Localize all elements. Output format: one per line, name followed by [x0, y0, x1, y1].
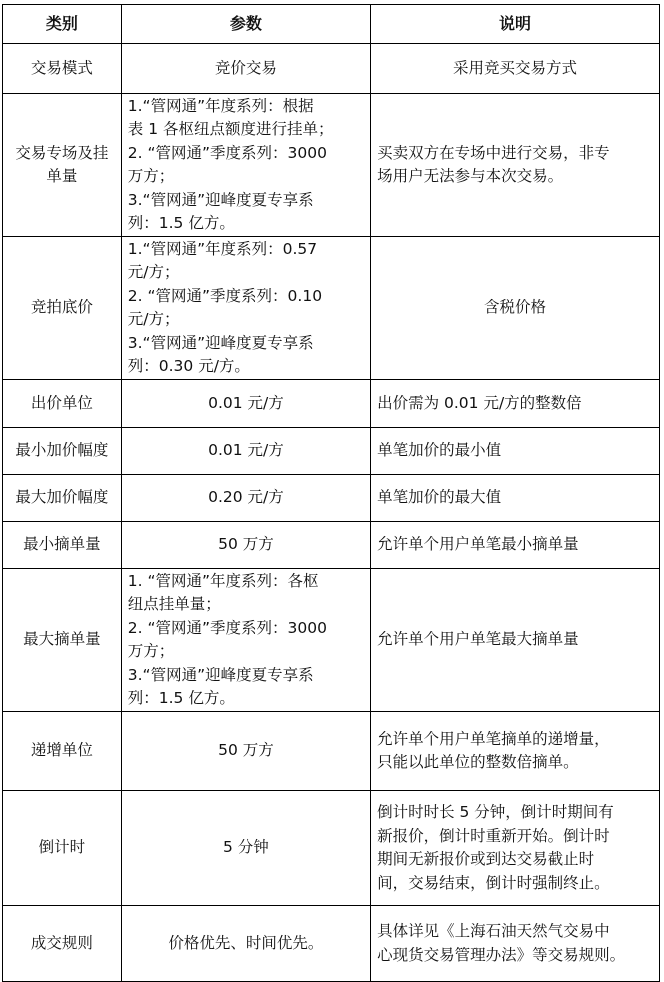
params-cell: 1.“管网通”年度系列：0.57 元/方； 2. “管网通”季度系列：0.10 元/方； 3.“管网通”迎峰度夏专享系 列：0.30 元/方。: [121, 237, 370, 380]
header-params: 参数: [121, 5, 370, 44]
description-cell: 采用竞买交易方式: [371, 44, 660, 94]
category-cell: 最大加价幅度: [3, 475, 122, 522]
description-cell: 含税价格: [371, 237, 660, 380]
params-cell: 0.01 元/方: [121, 428, 370, 475]
category-cell: 交易专场及挂单量: [3, 94, 122, 237]
params-cell: 50 万方: [121, 522, 370, 569]
params-cell: 1.“管网通”年度系列：根据 表 1 各枢纽点额度进行挂单； 2. “管网通”季度系列：3000 万方； 3.“管网通”迎峰度夏专享系 列：1.5 亿方。: [121, 94, 370, 237]
table-row: [3, 94, 660, 237]
table-row: [3, 428, 660, 475]
category-cell: 递增单位: [3, 712, 122, 791]
table-row: [3, 906, 660, 982]
description-cell: 允许单个用户单笔最大摘单量: [371, 569, 660, 712]
description-cell: 允许单个用户单笔摘单的递增量， 只能以此单位的整数倍摘单。: [371, 712, 660, 791]
header-category: 类别: [3, 5, 122, 44]
table-row: [3, 44, 660, 94]
table-row: [3, 791, 660, 906]
category-cell: 最大摘单量: [3, 569, 122, 712]
header-row: [3, 5, 660, 44]
table-row: [3, 712, 660, 791]
params-cell: 竞价交易: [121, 44, 370, 94]
table-row: [3, 475, 660, 522]
description-cell: 具体详见《上海石油天然气交易中 心现货交易管理办法》等交易规则。: [371, 906, 660, 982]
params-cell: 0.01 元/方: [121, 380, 370, 428]
table-row: [3, 522, 660, 569]
params-cell: 1. “管网通”年度系列：各枢 纽点挂单量； 2. “管网通”季度系列：3000 万方； 3.“管网通”迎峰度夏专享系 列：1.5 亿方。: [121, 569, 370, 712]
category-cell: 竞拍底价: [3, 237, 122, 380]
params-cell: 5 分钟: [121, 791, 370, 906]
description-cell: 允许单个用户单笔最小摘单量: [371, 522, 660, 569]
description-cell: 出价需为 0.01 元/方的整数倍: [371, 380, 660, 428]
table-row: [3, 237, 660, 380]
category-cell: 最小摘单量: [3, 522, 122, 569]
description-cell: 买卖双方在专场中进行交易，非专 场用户无法参与本次交易。: [371, 94, 660, 237]
params-cell: 价格优先、时间优先。: [121, 906, 370, 982]
category-cell: 交易模式: [3, 44, 122, 94]
trading-rules-table: [2, 4, 660, 982]
category-cell: 成交规则: [3, 906, 122, 982]
description-cell: 单笔加价的最大值: [371, 475, 660, 522]
params-cell: 0.20 元/方: [121, 475, 370, 522]
category-cell: 倒计时: [3, 791, 122, 906]
params-cell: 50 万方: [121, 712, 370, 791]
category-cell: 最小加价幅度: [3, 428, 122, 475]
category-cell: 出价单位: [3, 380, 122, 428]
description-cell: 倒计时时长 5 分钟，倒计时期间有 新报价，倒计时重新开始。倒计时 期间无新报价或到达交易截止时 间，交易结束，倒计时强制终止。: [371, 791, 660, 906]
table-row: [3, 569, 660, 712]
header-description: 说明: [371, 5, 660, 44]
table-row: [3, 380, 660, 428]
description-cell: 单笔加价的最小值: [371, 428, 660, 475]
